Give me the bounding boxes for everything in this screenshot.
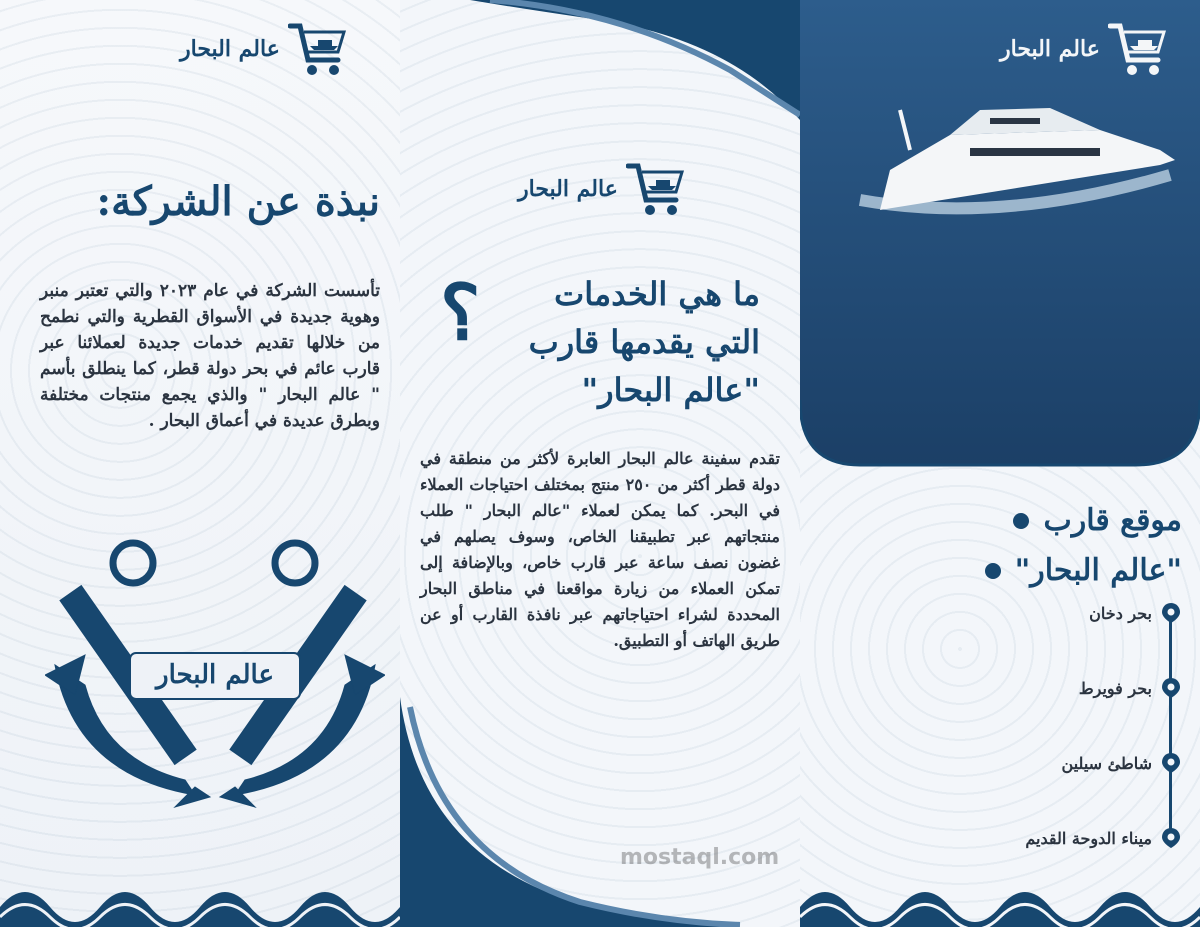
question-mark-icon: ؟	[440, 268, 481, 357]
shopping-cart-icon	[626, 160, 686, 218]
services-heading-line-2: التي يقدمها قارب	[528, 323, 760, 361]
left-panel	[0, 0, 400, 927]
services-heading-line-3: "عالم البحار"	[581, 371, 760, 409]
brand-name: عالم البحار	[518, 176, 618, 202]
bullet-icon	[1013, 513, 1029, 529]
about-paragraph: تأسست الشركة في عام ٢٠٢٣ والتي تعتبر منبر وهوية جديدة في الأسواق القطرية والتي نطمح من خلالها تقديم خدمات جديدة لعملائنا عبر قارب عائم في بحر دولة قطر، كما ينطلق بأسم " عالم البحار " والذي يجمع منتجات مختلفة وبطرق عديدة في أعماق البحار .	[40, 281, 380, 431]
brand-name: عالم البحار	[1000, 36, 1100, 62]
location-label: شاطئ سيلين	[1061, 753, 1152, 773]
brand-logo	[518, 160, 686, 218]
shopping-cart-icon	[288, 20, 348, 78]
watermark: mostaql.com	[620, 845, 780, 870]
location-item	[1079, 677, 1182, 699]
top-swoosh	[400, 0, 800, 120]
location-label: بحر فويرط	[1078, 678, 1152, 698]
location-item	[1062, 752, 1182, 774]
services-heading	[520, 270, 760, 414]
wave-decoration	[0, 867, 400, 927]
map-pin-icon	[1160, 752, 1182, 774]
bullet-icon	[985, 563, 1001, 579]
brand-logo	[180, 20, 348, 78]
about-heading: نبذة عن الشركة:	[96, 178, 380, 225]
map-pin-icon	[1160, 677, 1182, 699]
location-item	[1025, 827, 1182, 849]
services-heading-line-1: ما هي الخدمات	[554, 275, 760, 313]
services-paragraph: تقدم سفينة عالم البحار العابرة لأكثر من منطقة في دولة قطر أكثر من ٢٥٠ منتج بمختلف احتياجات العملاء في البحر. كما يمكن لعملاء "عالم البحار " طلب منتجاتهم عبر تطبيقنا الخاص، وسوف يصلهم في غضون نصف ساعة عبر قارب خاص، وبالإضافة إلى تمكن العملاء من زيارة مواقعنا في مناطق البحار المحددة لشراء احتياجاتهم عبر نافذة القارب أو عن طريق الهاتف أو التطبيق.	[420, 449, 781, 650]
location-timeline	[1169, 614, 1172, 839]
location-heading-line-1: موقع قارب	[902, 496, 1182, 546]
brand-logo	[1000, 20, 1168, 78]
right-panel	[800, 0, 1200, 927]
middle-panel	[400, 0, 800, 927]
brand-name: عالم البحار	[180, 36, 280, 62]
anchor-label: عالم البحار	[156, 660, 274, 690]
location-label: ميناء الدوحة القديم	[1025, 828, 1152, 848]
location-item	[1089, 602, 1182, 624]
map-pin-icon	[1160, 602, 1182, 624]
location-heading	[902, 496, 1182, 596]
wave-decoration	[800, 867, 1200, 927]
location-label: بحر دخان	[1089, 603, 1152, 623]
location-heading-line-2: "عالم البحار"	[902, 546, 1182, 596]
shopping-cart-icon	[1108, 20, 1168, 78]
bottom-swoosh	[400, 697, 800, 927]
map-pin-icon	[1160, 827, 1182, 849]
